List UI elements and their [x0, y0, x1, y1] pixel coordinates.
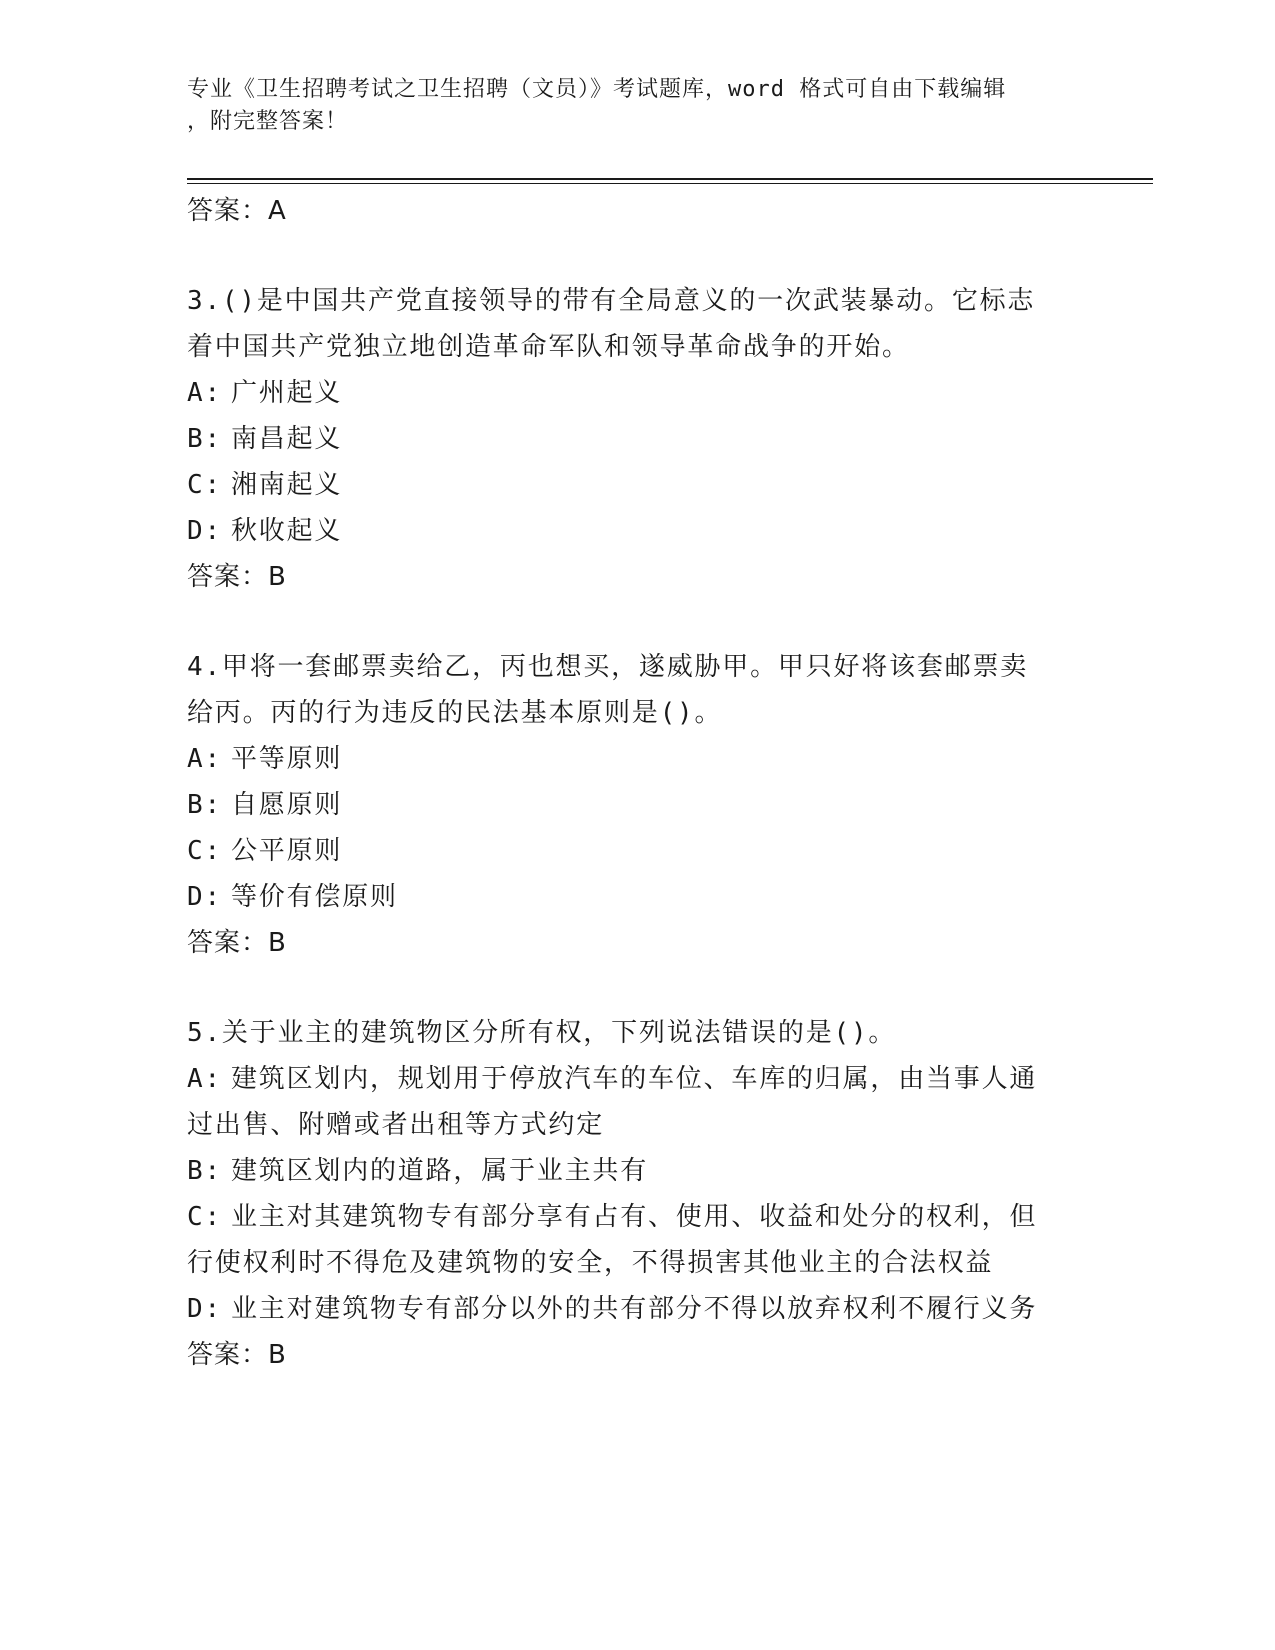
option-text: 广州起义 [231, 378, 343, 408]
question-4-option-a [187, 736, 1067, 782]
previous-answer: 答案：A [187, 196, 287, 226]
question-3-stem-line-2: 着中国共产党独立地创造革命军队和领导革命战争的开始。 [187, 332, 910, 362]
question-5-option-c [187, 1194, 1067, 1286]
question-4 [187, 644, 1067, 966]
header-line-2: ，附完整答案！ [187, 109, 349, 134]
header-line-1: 专业《卫生招聘考试之卫生招聘（文员）》考试题库，word 格式可自由下载编辑 [187, 77, 1007, 102]
option-key: A: [187, 744, 222, 774]
question-4-option-b [187, 782, 1067, 828]
option-text: 秋收起义 [231, 516, 343, 546]
question-3-stem-line-1: 3.()是中国共产党直接领导的带有全局意义的一次武装暴动。它标志 [187, 286, 1036, 316]
question-3-option-c [187, 462, 1067, 508]
question-list [187, 188, 1067, 1378]
option-text-line-1: 业主对建筑物专有部分以外的共有部分不得以放弃权利不履行义务 [231, 1294, 1038, 1324]
option-text: 平等原则 [231, 744, 343, 774]
question-3 [187, 278, 1067, 600]
question-5-answer: 答案：B [187, 1340, 287, 1370]
question-3-stem [187, 278, 1067, 370]
option-key: D: [187, 516, 222, 546]
question-4-option-c [187, 828, 1067, 874]
question-4-stem-line-1: 4.甲将一套邮票卖给乙，丙也想买，遂威胁甲。甲只好将该套邮票卖 [187, 652, 1029, 682]
option-key: C: [187, 470, 222, 500]
option-key: A: [187, 1064, 222, 1094]
question-3-option-b [187, 416, 1067, 462]
question-5 [187, 1010, 1067, 1378]
header-divider-thin [187, 183, 1153, 184]
option-key: A: [187, 378, 222, 408]
question-3-answer: 答案：B [187, 562, 287, 592]
option-key: C: [187, 1202, 222, 1232]
question-4-option-d [187, 874, 1067, 920]
option-key: B: [187, 1156, 222, 1186]
question-4-stem [187, 644, 1067, 736]
option-text-line-1: 建筑区划内的道路，属于业主共有 [231, 1156, 649, 1186]
option-text: 湘南起义 [231, 470, 343, 500]
option-key: D: [187, 882, 222, 912]
question-3-option-a [187, 370, 1067, 416]
option-text: 公平原则 [231, 836, 343, 866]
question-3-option-d [187, 508, 1067, 554]
question-4-stem-line-2: 给丙。丙的行为违反的民法基本原则是()。 [187, 698, 723, 728]
question-5-option-d [187, 1286, 1067, 1332]
option-text: 等价有偿原则 [231, 882, 398, 912]
option-key: C: [187, 836, 222, 866]
question-5-option-b [187, 1148, 1067, 1194]
option-text-line-2: 行使权利时不得危及建筑物的安全，不得损害其他业主的合法权益 [187, 1248, 994, 1278]
option-text-line-2: 过出售、附赠或者出租等方式约定 [187, 1110, 605, 1140]
question-4-answer: 答案：B [187, 928, 287, 958]
option-key: B: [187, 424, 222, 454]
option-text-line-1: 业主对其建筑物专有部分享有占有、使用、收益和处分的权利，但 [231, 1202, 1038, 1232]
option-text: 南昌起义 [231, 424, 343, 454]
question-5-option-a [187, 1056, 1067, 1148]
header-divider-thick [187, 178, 1153, 180]
option-key: B: [187, 790, 222, 820]
document-header [187, 74, 1067, 138]
option-text-line-1: 建筑区划内，规划用于停放汽车的车位、车库的归属，由当事人通 [231, 1064, 1038, 1094]
option-key: D: [187, 1294, 222, 1324]
option-text: 自愿原则 [231, 790, 343, 820]
question-5-stem: 5.关于业主的建筑物区分所有权，下列说法错误的是()。 [187, 1018, 897, 1048]
